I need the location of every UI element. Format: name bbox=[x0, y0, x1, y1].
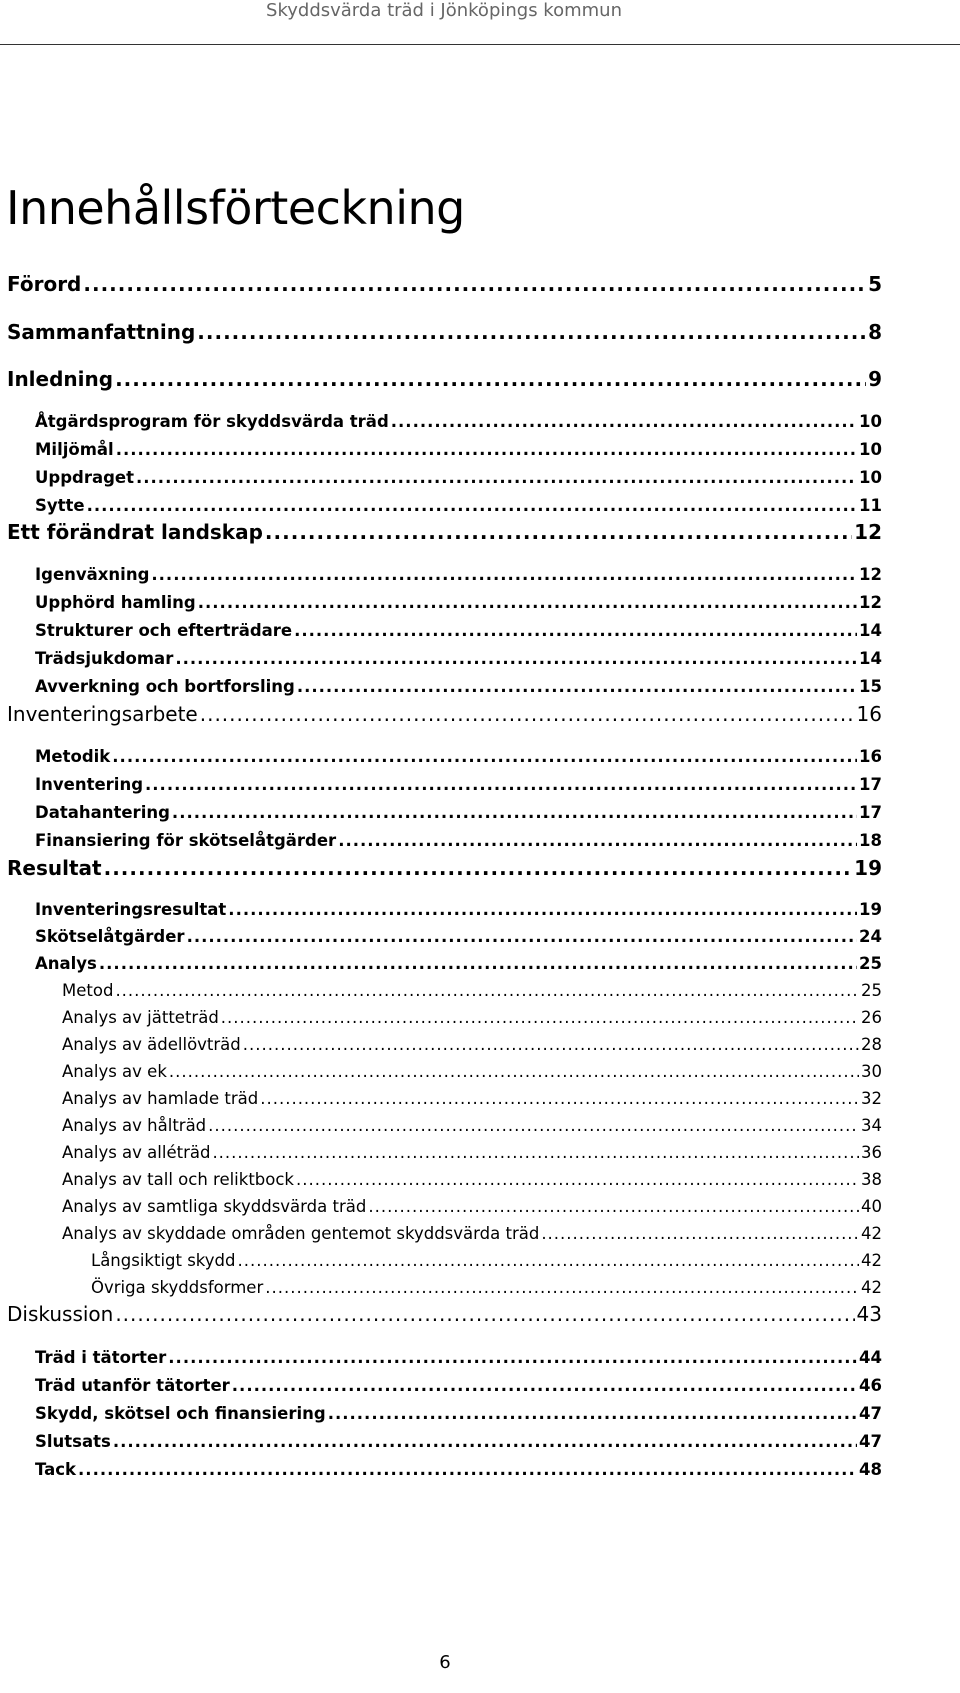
toc-entry-label: Analys av alléträd bbox=[62, 1143, 211, 1162]
toc-entry-label: Analys av ädellövträd bbox=[62, 1035, 241, 1054]
toc-entry-label: Igenväxning bbox=[35, 565, 150, 584]
toc-entry-label: Tack bbox=[35, 1460, 77, 1479]
toc-entry-label: Sammanfattning bbox=[7, 320, 196, 344]
toc-entry-page: 28 bbox=[861, 1035, 882, 1054]
toc-entry-page: 38 bbox=[861, 1170, 882, 1189]
toc-entry[interactable] bbox=[35, 1460, 882, 1479]
toc-entry-page: 10 bbox=[859, 468, 882, 487]
toc-entry-label: Ett förändrat landskap bbox=[7, 520, 263, 544]
toc-entry[interactable] bbox=[35, 900, 882, 919]
toc-entry-label: Inledning bbox=[7, 367, 114, 391]
toc-entry-label: Upphörd hamling bbox=[35, 593, 196, 612]
toc-leader bbox=[113, 1432, 857, 1451]
toc-entry[interactable] bbox=[7, 320, 882, 344]
toc-entry-label: Analys av jätteträd bbox=[62, 1008, 219, 1027]
toc-entry-label: Datahantering bbox=[35, 803, 170, 822]
toc-entry-page: 5 bbox=[868, 272, 882, 296]
toc-entry-label: Strukturer och efterträdare bbox=[35, 621, 293, 640]
toc-leader bbox=[168, 1348, 857, 1367]
toc-entry-page: 43 bbox=[856, 1302, 882, 1326]
toc-leader bbox=[260, 1089, 859, 1108]
toc-entry[interactable] bbox=[7, 367, 882, 391]
toc-entry-page: 48 bbox=[859, 1460, 882, 1479]
toc-leader bbox=[198, 593, 857, 612]
toc-entry-page: 19 bbox=[859, 900, 882, 919]
toc-entry[interactable] bbox=[35, 468, 882, 487]
toc-entry[interactable] bbox=[62, 1116, 882, 1135]
toc-entry-label: Sytte bbox=[35, 496, 85, 515]
toc-leader bbox=[151, 565, 857, 584]
toc-entry-page: 17 bbox=[859, 775, 882, 794]
toc-entry-label: Resultat bbox=[7, 856, 102, 880]
toc-leader bbox=[78, 1460, 857, 1479]
toc-entry-label: Analys av tall och reliktbock bbox=[62, 1170, 294, 1189]
toc-entry[interactable] bbox=[35, 927, 882, 946]
page-number: 6 bbox=[439, 1652, 451, 1673]
toc-entry-label: Analys av ek bbox=[62, 1062, 167, 1081]
toc-leader bbox=[83, 272, 866, 296]
toc-entry[interactable] bbox=[7, 520, 882, 544]
toc-entry-page: 10 bbox=[859, 412, 882, 431]
toc-entry[interactable] bbox=[35, 649, 882, 668]
toc-leader bbox=[265, 1278, 859, 1297]
toc-entry[interactable] bbox=[35, 412, 882, 431]
toc-leader bbox=[197, 320, 866, 344]
toc-entry-page: 16 bbox=[859, 747, 882, 766]
toc-entry-label: Övriga skyddsformer bbox=[91, 1278, 264, 1297]
toc-entry[interactable] bbox=[62, 1035, 882, 1054]
toc-entry-page: 36 bbox=[861, 1143, 882, 1162]
toc-entry[interactable] bbox=[35, 1404, 882, 1423]
toc-entry-page: 8 bbox=[868, 320, 882, 344]
toc-entry-label: Analys av samtliga skyddsvärda träd bbox=[62, 1197, 367, 1216]
toc-entry-label: Träd utanför tätorter bbox=[35, 1376, 230, 1395]
toc-entry-label: Inventeringsresultat bbox=[35, 900, 227, 919]
toc-entry[interactable] bbox=[35, 1376, 882, 1395]
toc-entry-page: 42 bbox=[861, 1224, 882, 1243]
toc-entry-label: Åtgärdsprogram för skyddsvärda träd bbox=[35, 412, 389, 431]
toc-leader bbox=[115, 367, 866, 391]
toc-leader bbox=[297, 677, 857, 696]
toc-entry-page: 42 bbox=[861, 1251, 882, 1270]
toc-entry-label: Träd i tätorter bbox=[35, 1348, 167, 1367]
toc-entry-label: Diskussion bbox=[7, 1302, 114, 1326]
toc-entry[interactable] bbox=[62, 1089, 882, 1108]
toc-entry[interactable] bbox=[62, 1008, 882, 1027]
toc-entry-label: Inventeringsarbete bbox=[7, 702, 198, 726]
toc-entry-label: Metod bbox=[62, 981, 114, 1000]
toc-leader bbox=[104, 856, 853, 880]
toc-leader bbox=[87, 496, 857, 515]
toc-leader bbox=[338, 831, 857, 850]
toc-entry-label: Trädsjukdomar bbox=[35, 649, 174, 668]
toc-entry[interactable] bbox=[62, 1170, 882, 1189]
toc-entry[interactable] bbox=[35, 954, 882, 973]
toc-leader bbox=[243, 1035, 859, 1054]
toc-leader bbox=[169, 1062, 859, 1081]
toc-entry[interactable] bbox=[35, 831, 882, 850]
toc-leader bbox=[112, 747, 857, 766]
toc-entry-label: Långsiktigt skydd bbox=[91, 1251, 236, 1270]
toc-entry-page: 46 bbox=[859, 1376, 882, 1395]
toc-entry-page: 25 bbox=[861, 981, 882, 1000]
toc-entry[interactable] bbox=[35, 621, 882, 640]
toc-entry[interactable] bbox=[7, 1302, 882, 1326]
toc-entry[interactable] bbox=[35, 747, 882, 766]
header-rule bbox=[0, 44, 960, 45]
toc-entry-page: 26 bbox=[861, 1008, 882, 1027]
toc-entry[interactable] bbox=[62, 1062, 882, 1081]
toc-entry-page: 47 bbox=[859, 1432, 882, 1451]
toc-leader bbox=[212, 1143, 859, 1162]
toc-leader bbox=[265, 520, 852, 544]
toc-leader bbox=[136, 468, 857, 487]
running-title: Skyddsvärda träd i Jönköpings kommun bbox=[266, 0, 622, 21]
toc-entry[interactable] bbox=[62, 1224, 882, 1243]
toc-entry[interactable] bbox=[7, 702, 882, 726]
toc-entry-page: 18 bbox=[859, 831, 882, 850]
toc-leader bbox=[238, 1251, 860, 1270]
toc-entry-page: 17 bbox=[859, 803, 882, 822]
toc-entry-page: 47 bbox=[859, 1404, 882, 1423]
toc-leader bbox=[208, 1116, 859, 1135]
toc-leader bbox=[391, 412, 857, 431]
toc-entry-page: 32 bbox=[861, 1089, 882, 1108]
toc-leader bbox=[99, 954, 857, 973]
toc-entry-page: 42 bbox=[861, 1278, 882, 1297]
toc-entry-page: 15 bbox=[859, 677, 882, 696]
toc-entry[interactable] bbox=[35, 1432, 882, 1451]
toc-entry[interactable] bbox=[35, 593, 882, 612]
toc-entry-label: Analys av skyddade områden gentemot skyddsvärda träd bbox=[62, 1224, 540, 1243]
toc-leader bbox=[175, 649, 857, 668]
toc-entry-page: 44 bbox=[859, 1348, 882, 1367]
toc-entry-page: 9 bbox=[868, 367, 882, 391]
toc-entry[interactable] bbox=[35, 565, 882, 584]
toc-entry-label: Finansiering för skötselåtgärder bbox=[35, 831, 337, 850]
toc-leader bbox=[115, 1302, 854, 1326]
toc-entry[interactable] bbox=[35, 440, 882, 459]
toc-entry-page: 16 bbox=[856, 702, 882, 726]
toc-entry-label: Analys bbox=[35, 954, 97, 973]
toc-leader bbox=[115, 981, 859, 1000]
toc-entry[interactable] bbox=[35, 496, 882, 515]
toc-entry-page: 40 bbox=[861, 1197, 882, 1216]
toc-leader bbox=[221, 1008, 859, 1027]
toc-entry-page: 25 bbox=[859, 954, 882, 973]
toc-leader bbox=[296, 1170, 859, 1189]
toc-entry[interactable] bbox=[62, 1197, 882, 1216]
toc-leader bbox=[116, 440, 857, 459]
toc-entry-label: Analys av hamlade träd bbox=[62, 1089, 259, 1108]
toc-leader bbox=[145, 775, 857, 794]
toc-entry[interactable] bbox=[7, 856, 882, 880]
toc-entry-page: 12 bbox=[854, 520, 882, 544]
toc-entry-page: 12 bbox=[859, 565, 882, 584]
toc-entry-label: Skydd, skötsel och finansiering bbox=[35, 1404, 326, 1423]
toc-entry-page: 10 bbox=[859, 440, 882, 459]
toc-title: Innehållsförteckning bbox=[6, 181, 465, 235]
toc-entry-page: 24 bbox=[859, 927, 882, 946]
toc-entry-page: 34 bbox=[861, 1116, 882, 1135]
toc-entry-label: Metodik bbox=[35, 747, 111, 766]
page-header bbox=[0, 0, 960, 46]
toc-entry[interactable] bbox=[62, 981, 882, 1000]
toc-entry[interactable] bbox=[35, 803, 882, 822]
toc-entry-page: 14 bbox=[859, 621, 882, 640]
toc-entry-label: Uppdraget bbox=[35, 468, 134, 487]
toc-entry-label: Inventering bbox=[35, 775, 144, 794]
toc-entry[interactable] bbox=[91, 1278, 882, 1297]
toc-entry[interactable] bbox=[35, 677, 882, 696]
toc-entry-page: 19 bbox=[854, 856, 882, 880]
toc-leader bbox=[368, 1197, 859, 1216]
toc-entry-page: 11 bbox=[859, 496, 882, 515]
toc-entry-label: Avverkning och bortforsling bbox=[35, 677, 295, 696]
toc-entry[interactable] bbox=[7, 272, 882, 296]
toc-entry[interactable] bbox=[91, 1251, 882, 1270]
toc-entry[interactable] bbox=[35, 775, 882, 794]
toc-leader bbox=[541, 1224, 859, 1243]
toc-leader bbox=[187, 927, 857, 946]
toc-entry-page: 12 bbox=[859, 593, 882, 612]
toc-entry-label: Förord bbox=[7, 272, 82, 296]
toc-leader bbox=[232, 1376, 857, 1395]
toc-entry[interactable] bbox=[35, 1348, 882, 1367]
toc-leader bbox=[172, 803, 857, 822]
toc-entry-label: Slutsats bbox=[35, 1432, 111, 1451]
toc-leader bbox=[328, 1404, 857, 1423]
toc-leader bbox=[228, 900, 857, 919]
toc-entry-page: 30 bbox=[861, 1062, 882, 1081]
toc-entry[interactable] bbox=[62, 1143, 882, 1162]
toc-leader bbox=[200, 702, 855, 726]
toc-entry-label: Skötselåtgärder bbox=[35, 927, 185, 946]
toc-leader bbox=[294, 621, 857, 640]
toc-entry-label: Miljömål bbox=[35, 440, 114, 459]
toc-entry-page: 14 bbox=[859, 649, 882, 668]
toc-entry-label: Analys av hålträd bbox=[62, 1116, 207, 1135]
